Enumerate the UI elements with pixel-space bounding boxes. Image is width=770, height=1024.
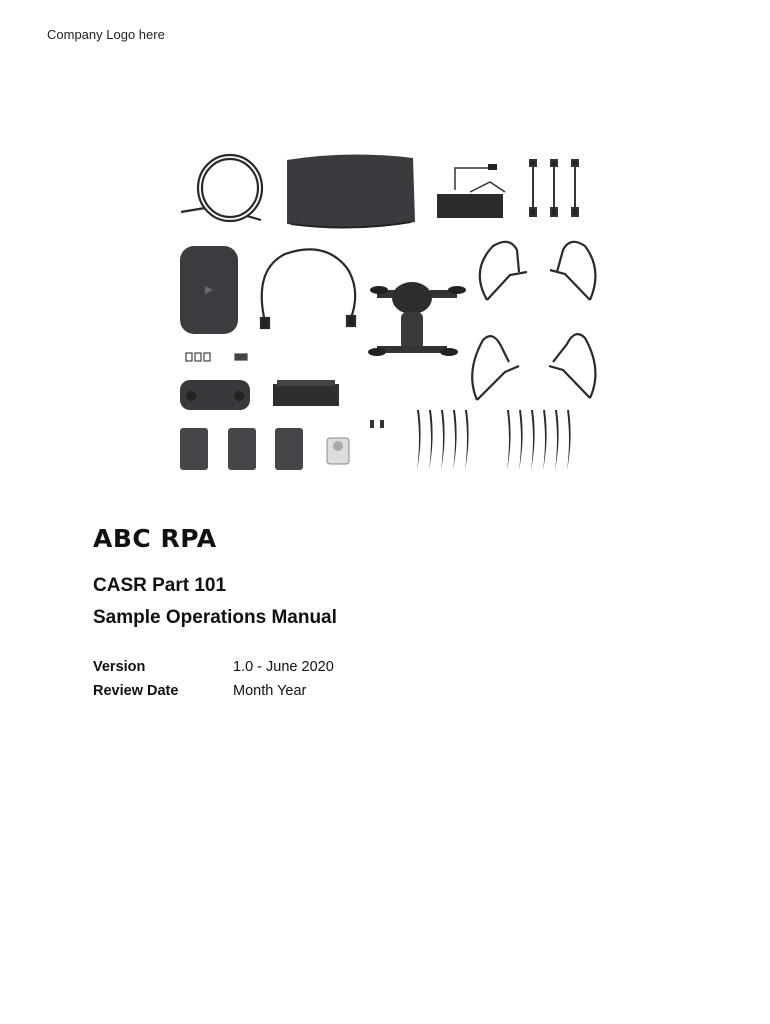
remote-controller-icon — [180, 380, 250, 410]
document-subtitle-manual: Sample Operations Manual — [93, 607, 337, 628]
curved-cable-icon — [261, 249, 355, 328]
document-title: ABC RPA — [93, 524, 217, 553]
hard-case-icon — [180, 246, 238, 334]
small-parts-icon — [186, 353, 247, 361]
propellers-right-icon — [507, 410, 571, 470]
document-subtitle-regulation: CASR Part 101 — [93, 575, 227, 596]
review-date-label: Review Date — [93, 683, 179, 699]
drone-kit-image — [165, 140, 605, 480]
coiled-cable-icon — [181, 155, 262, 221]
screws-icon — [370, 420, 384, 428]
company-logo-placeholder: Company Logo here — [47, 27, 165, 42]
propeller-guards-icon — [472, 242, 595, 400]
battery-charger-icon — [273, 380, 339, 406]
drone-icon — [368, 282, 466, 356]
short-cables-icon — [530, 160, 578, 216]
propellers-left-icon — [417, 410, 469, 470]
version-label: Version — [93, 659, 146, 675]
batteries-icon — [180, 428, 303, 470]
gimbal-protector-icon — [327, 438, 349, 464]
version-value: 1.0 - June 2020 — [233, 659, 334, 675]
charging-hub-icon — [437, 164, 505, 218]
review-date-value: Month Year — [233, 683, 307, 699]
shoulder-bag-icon — [287, 154, 415, 227]
